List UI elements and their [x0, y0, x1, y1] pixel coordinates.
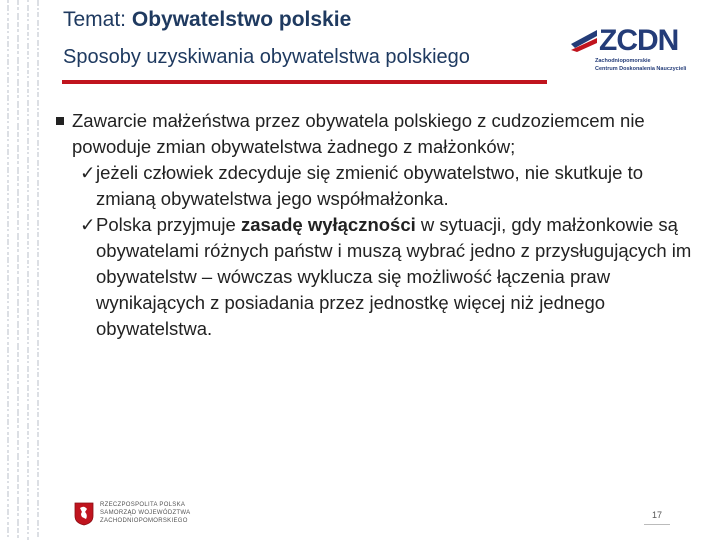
topic-prefix: Temat:	[63, 8, 132, 31]
slide-subtitle: Sposoby uzyskiwania obywatelstwa polskiego	[63, 46, 470, 68]
logo-text: ZCDN	[599, 24, 679, 57]
checkmark-icon: ✓	[80, 162, 96, 183]
checkmark-icon: ✓	[80, 214, 96, 235]
page-number-rule	[644, 524, 670, 525]
sub-item-2-post: w sytuacji, gdy małżonkowie są obywatelami różnych państw i muszą wybrać jedno z przysługujących im obywatelstw – wówczas wyklucza się możliwość łączenia praw wynikających z posiadania przez jednostkę więcej niż jednego obywatelstwa.	[96, 214, 692, 339]
logo-subtitle-2: Centrum Doskonalenia Nauczycieli	[595, 66, 687, 72]
sub-item-1	[56, 160, 706, 212]
topic-title: Obywatelstwo polskie	[131, 8, 352, 31]
footer-line-2: SAMORZĄD WOJEWÓDZTWA	[100, 510, 191, 516]
bullet-item	[56, 108, 706, 160]
slide-content	[56, 108, 706, 342]
sub-item-2-bold: zasadę wyłączności	[240, 214, 416, 235]
logo-subtitle-1: Zachodniopomorskie	[595, 58, 651, 64]
sub-item-1-text: jeżeli człowiek zdecyduje się zmienić obywatelstwo, nie skutkuje to zmianą obywatelstwa jego współmałżonka.	[96, 162, 644, 209]
handwritten-decoration	[0, 0, 50, 540]
griffin-crest-icon	[74, 502, 94, 526]
square-bullet-icon	[56, 117, 64, 125]
page-number: 17	[652, 510, 663, 520]
sub-item-2-pre: Polska przyjmuje	[96, 214, 241, 235]
zcdn-mark-icon	[571, 30, 597, 52]
zcdn-logo	[571, 24, 687, 74]
footer-region-logo	[74, 500, 204, 528]
footer-line-3: ZACHODNIOPOMORSKIEGO	[100, 518, 188, 524]
footer-line-1: RZECZPOSPOLITA POLSKA	[100, 502, 186, 508]
slide-topic	[63, 8, 351, 32]
sub-item-2	[56, 212, 706, 342]
bullet-text: Zawarcie małżeństwa przez obywatela polskiego z cudzoziemcem nie powoduje zmian obywatelstwa żadnego z małżonków;	[72, 110, 645, 157]
title-underline	[62, 80, 547, 84]
